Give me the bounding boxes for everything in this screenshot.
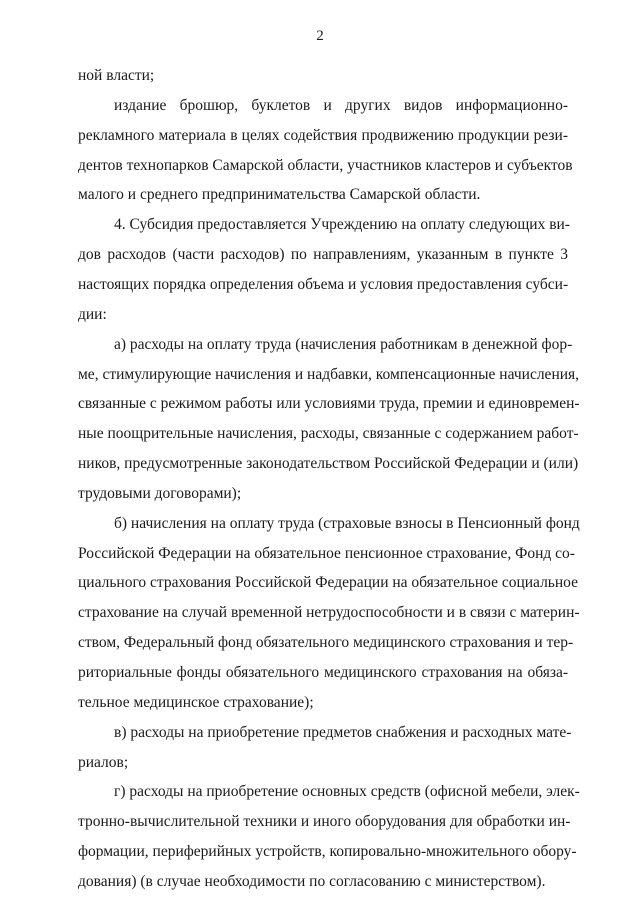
text-line: ные поощрительные начисления, расходы, связанные с содержанием работ- [78,425,579,443]
text-line: тронно-вычислительной техники и иного оборудования для обработки ин- [78,813,571,831]
text-line: циального страхования Российской Федерации на обязательное социальное [78,574,578,592]
text-line: рекламного материала в целях содействия продвижению продукции рези- [78,126,568,144]
text-line: тельное медицинское страхование); [78,693,314,711]
text-line: ме, стимулирующие начисления и надбавки, компенсационные начисления, [78,365,580,383]
text-line: страхование на случай временной нетрудоспособности и в связи с материн- [78,604,580,622]
text-line: ством, Федеральный фонд обязательного медицинского страхования и тер- [78,634,574,652]
text-line: издание брошюр, буклетов и других видов информационно- [114,96,568,114]
text-line: в) расходы на приобретение предметов снабжения и расходных мате- [114,723,572,741]
text-line: дентов технопарков Самарской области, участников кластеров и субъектов [78,156,573,174]
text-line: г) расходы на приобретение основных средств (офисной мебели, элек- [114,783,580,801]
text-line: формации, периферийных устройств, копировально-множительного обору- [78,843,577,861]
text-line: 4. Субсидия предоставляется Учреждению на оплату следующих ви- [114,216,570,234]
text-line: дов расходов (части расходов) по направлениям, указанным в пункте 3 [78,246,568,264]
text-line: риториальные фонды обязательного медицинского страхования на обяза- [78,664,568,682]
text-line: ной власти; [78,67,155,84]
page-number: 2 [316,28,324,44]
text-line: а) расходы на оплату труда (начисления работникам в денежной фор- [114,335,573,353]
text-line: риалов; [78,753,129,771]
text-line: дования) (в случае необходимости по согласованию с министерством). [78,873,546,890]
text-line: связанные с режимом работы или условиями труда, премии и единовремен- [78,395,580,413]
text-line: настоящих порядка определения объема и условия предоставления субси- [78,275,569,293]
text-line: дии: [78,305,107,323]
text-line: ников, предусмотренные законодательством Российской Федерации и (или) [78,455,579,473]
text-line: Российской Федерации на обязательное пенсионное страхование, Фонд со- [78,544,575,562]
text-line: б) начисления на оплату труда (страховые взносы в Пенсионный фонд [114,514,580,532]
text-line: малого и среднего предпринимательства Самарской области. [78,186,481,204]
text-line: трудовыми договорами); [78,484,242,502]
